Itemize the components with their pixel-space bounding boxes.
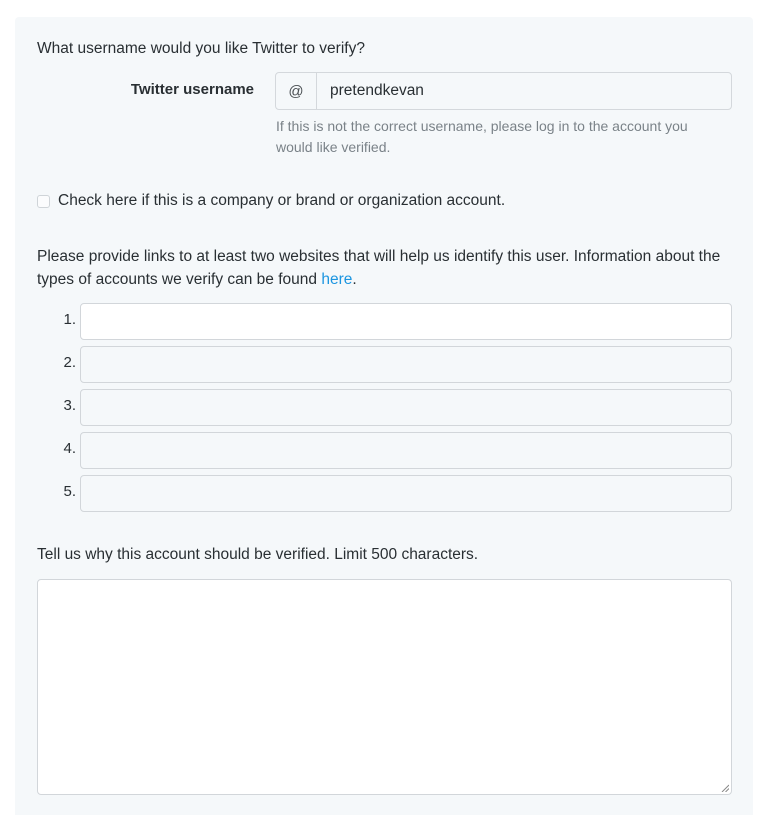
links-instructions-text: Please provide links to at least two websites that will help us identify this user. Information about the types of accounts we verify can be found <box>37 248 721 288</box>
website-link-input-3[interactable] <box>80 389 732 426</box>
website-link-input-4[interactable] <box>80 432 732 469</box>
company-account-checkbox[interactable] <box>37 195 50 208</box>
account-types-link[interactable]: here <box>321 270 353 288</box>
username-field[interactable]: pretendkevan <box>330 82 424 99</box>
username-input-group <box>275 72 732 110</box>
at-sign-addon: @ <box>276 73 317 109</box>
username-question: What username would you like Twitter to verify? <box>37 40 365 57</box>
reason-textarea[interactable] <box>37 579 732 795</box>
resize-grip-icon[interactable] <box>721 784 729 792</box>
website-link-input-5[interactable] <box>80 475 732 512</box>
links-instructions-end: . <box>352 270 357 288</box>
username-label: Twitter username <box>130 81 254 98</box>
username-help-text: If this is not the correct username, please log in to the account you would like verified. <box>276 118 688 155</box>
links-instructions <box>37 246 737 291</box>
link-number-2: 2. <box>63 354 76 371</box>
company-account-checkbox-label[interactable]: Check here if this is a company or brand or organization account. <box>58 192 506 209</box>
link-number-5: 5. <box>63 483 76 500</box>
website-link-input-1[interactable] <box>80 303 732 340</box>
link-number-1: 1. <box>63 311 76 328</box>
link-number-3: 3. <box>63 397 76 414</box>
link-number-4: 4. <box>63 440 76 457</box>
website-link-input-2[interactable] <box>80 346 732 383</box>
reason-label: Tell us why this account should be verified. Limit 500 characters. <box>37 546 479 563</box>
